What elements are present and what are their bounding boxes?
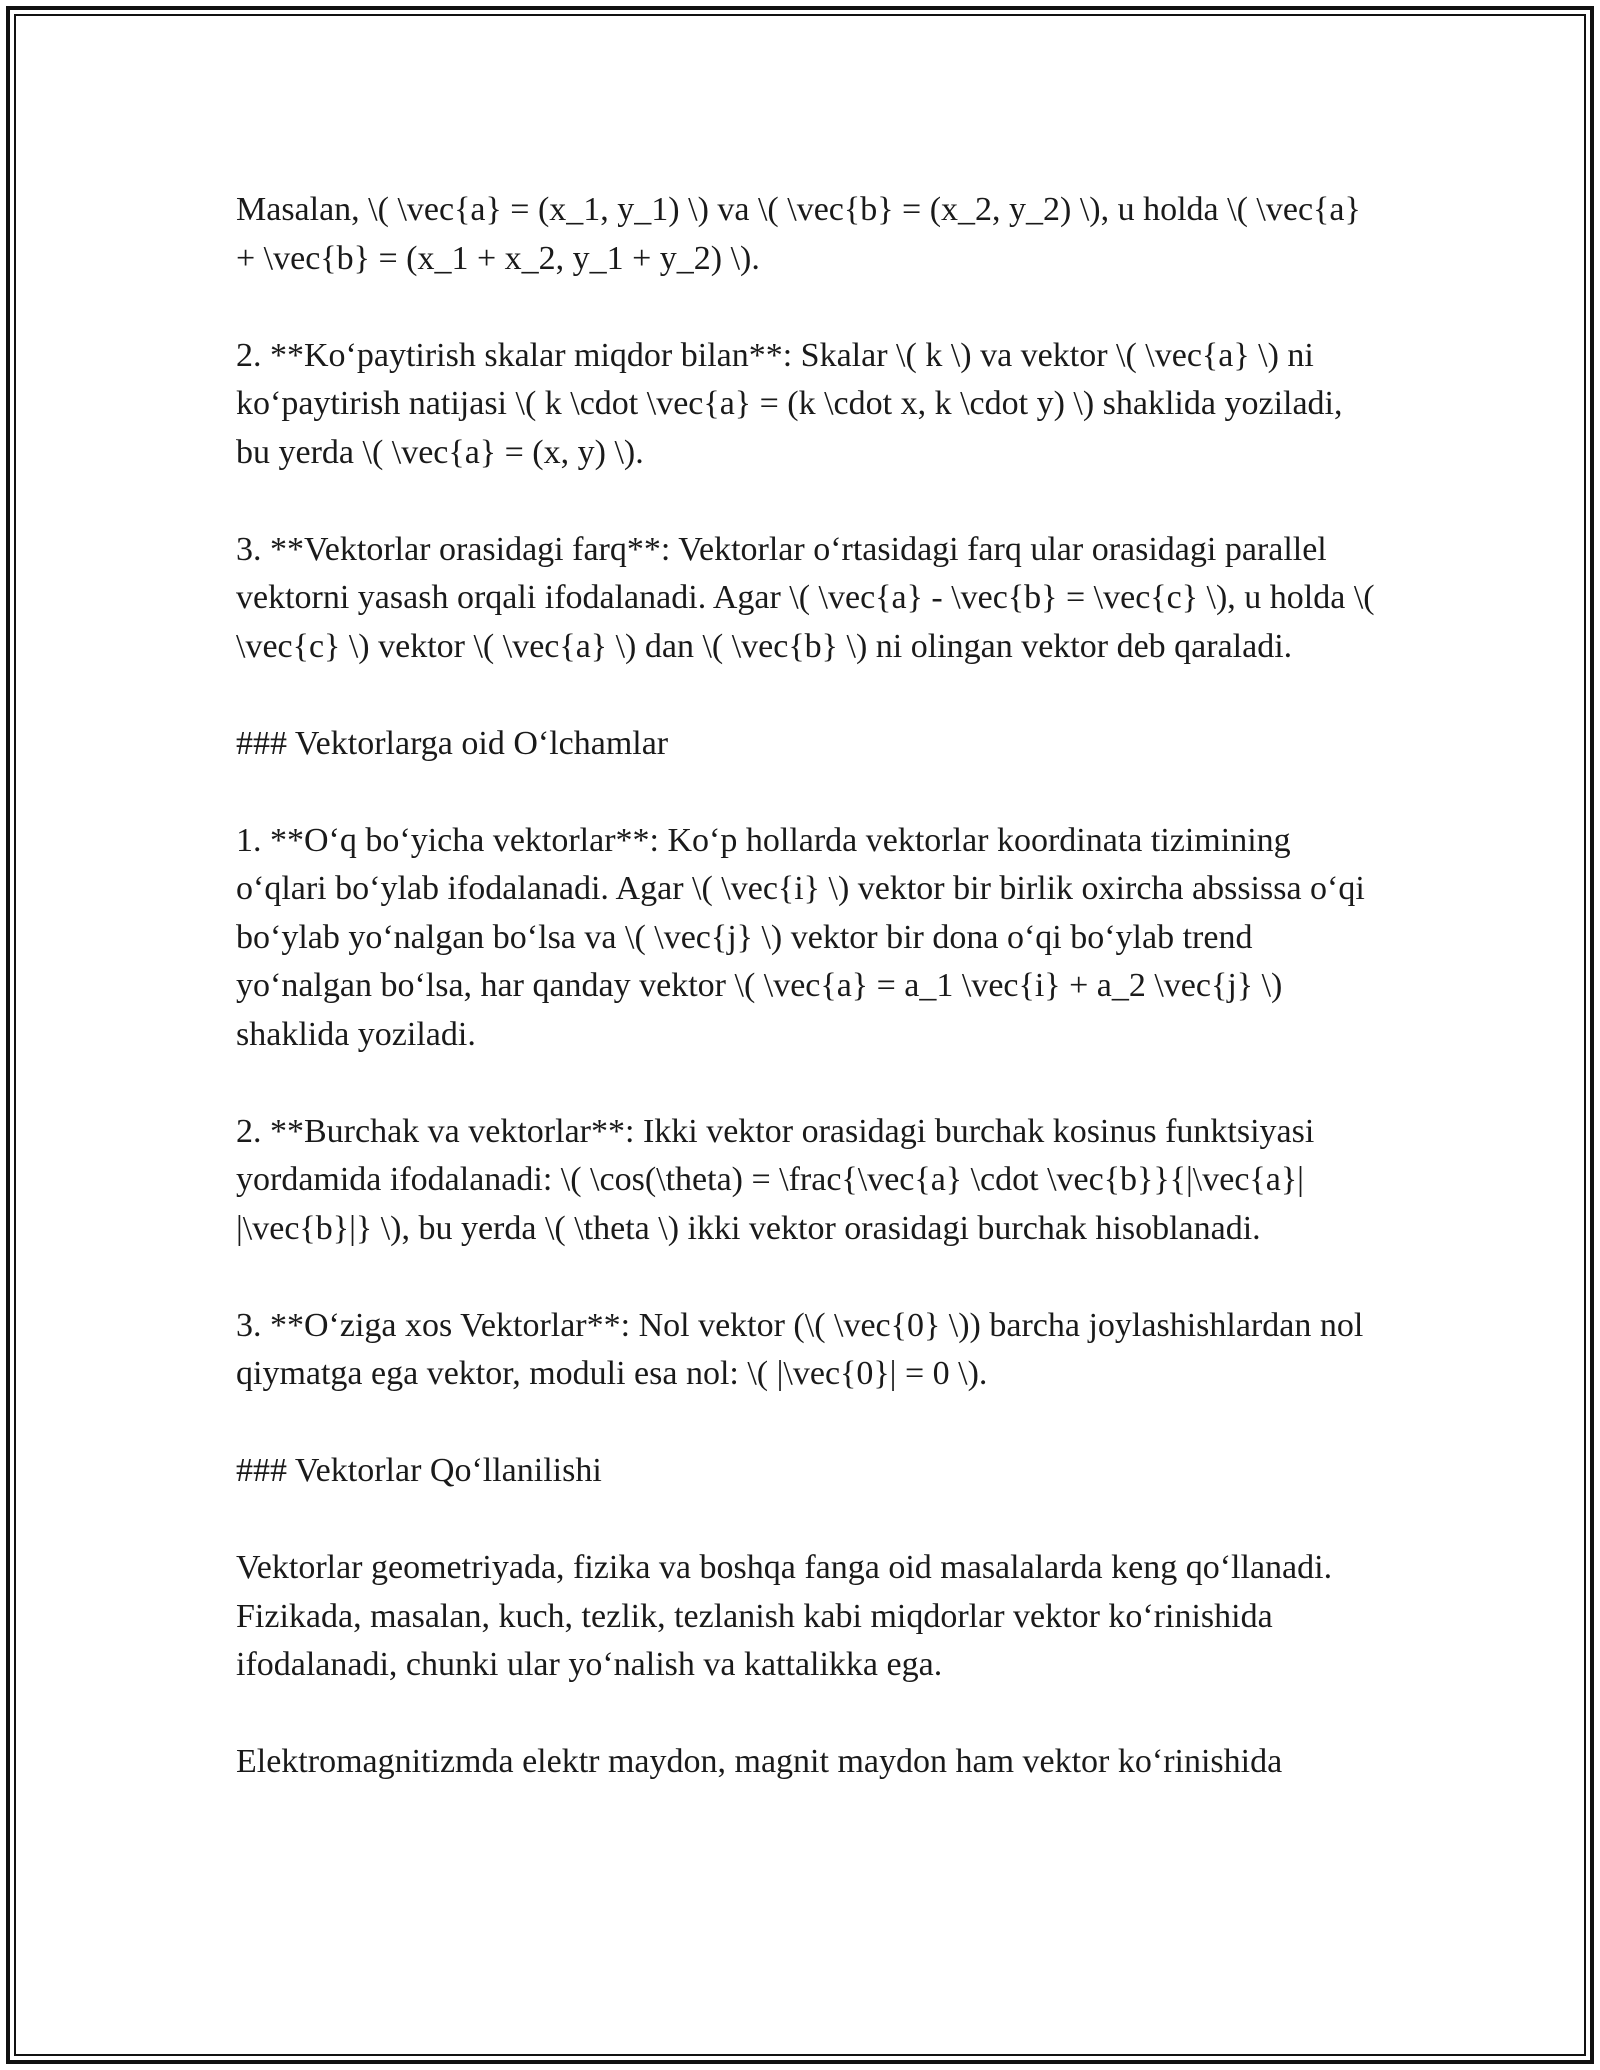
paragraph-applications-electromagnetism: Elektromagnitizmda elektr maydon, magnit maydon ham vektor koʻrinishida xyxy=(236,1743,1283,1780)
paragraph-angle-vectors: 2. **Burchak va vektorlar**: Ikki vektor orasidagi burchak kosinus funktsiyasi yordamida ifodalanadi: \( \cos(\theta) = \frac{\vec{a} \cdot \vec{b}}{|\vec{a}| |\vec{b}|} \), bu yerda \( \theta \) ikki vektor orasidagi burchak hisoblanadi. xyxy=(236,1112,1315,1247)
paragraph-axis-vectors: 1. **Oʻq boʻyicha vektorlar**: Koʻp hollarda vektorlar koordinata tizimining oʻqlari boʻylab ifodalanadi. Agar \( \vec{i} \) vektor bir birlik oxircha abssissa oʻqi boʻylab yoʻnalgan boʻlsa va \( \vec{j} \) vektor bir dona oʻqi boʻylab trend yoʻnalgan boʻlsa, har qanday vektor \( \vec{a} = a_1 \vec{i} + a_2 \vec{j} \) shaklida yoziladi. xyxy=(236,821,1365,1053)
heading-vector-dimensions: ### Vektorlarga oid Oʻlchamlar xyxy=(236,724,669,762)
paragraph-vector-addition-example: Masalan, \( \vec{a} = (x_1, y_1) \) va \( \vec{b} = (x_2, y_2) \), u holda \( \vec{a} + \vec{b} = (x_1 + x_2, y_1 + y_2) \). xyxy=(236,191,1361,277)
paragraph-vector-difference: 3. **Vektorlar orasidagi farq**: Vektorlar oʻrtasidagi farq ular orasidagi parallel vektorni yasash orqali ifodalanadi. Agar \( \vec{a} - \vec{b} = \vec{c} \), u holda \( \vec{c} \) vektor \( \vec{a} \) dan \( \vec{b} \) ni olingan vektor deb qaraladi. xyxy=(236,530,1375,665)
heading-vector-applications: ### Vektorlar Qoʻllanilishi xyxy=(236,1452,602,1489)
paragraph-scalar-multiplication: 2. **Koʻpaytirish skalar miqdor bilan**: Skalar \( k \) va vektor \( \vec{a} \) ni koʻpaytirish natijasi \( k \cdot \vec{a} = (k \cdot x, k \cdot y) \) shaklida yoziladi, bu yerda \( \vec{a} = (x, y) \). xyxy=(236,336,1343,471)
paragraph-applications-physics: Vektorlar geometriyada, fizika va boshqa fanga oid masalalarda keng qoʻllanadi. Fizikada, masalan, kuch, tezlik, tezlanish kabi miqdorlar vektor koʻrinishida ifodalanadi, chunki ular yoʻnalish va kattalikka ega. xyxy=(236,1549,1333,1683)
document-body xyxy=(236,186,1376,1787)
paragraph-special-vectors: 3. **Oʻziga xos Vektorlar**: Nol vektor (\( \vec{0} \)) barcha joylashishlardan nol qiymatga ega vektor, moduli esa nol: \( |\vec{0}| = 0 \). xyxy=(236,1306,1364,1392)
